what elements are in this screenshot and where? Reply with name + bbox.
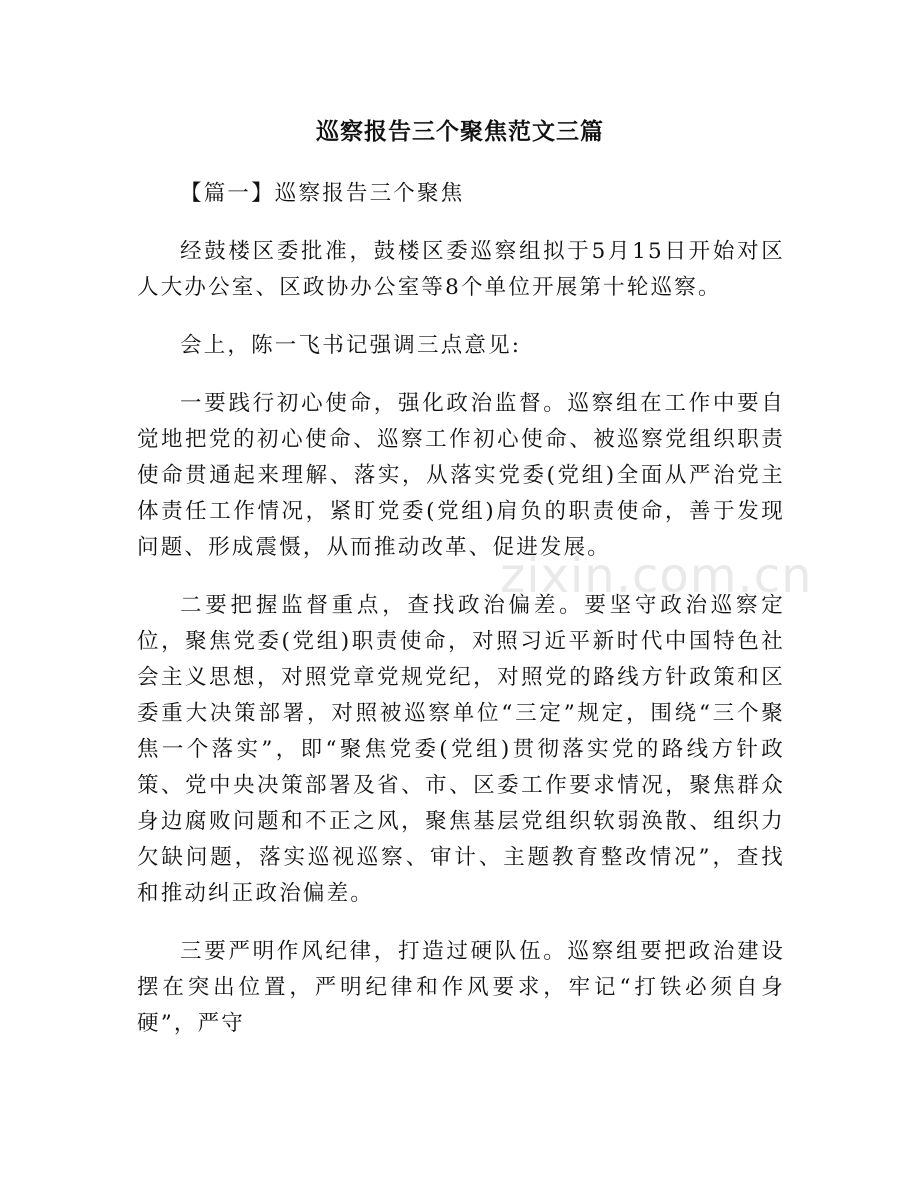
paragraph-intro: 经鼓楼区委批准，鼓楼区委巡察组拟于5月15日开始对区人大办公室、区政协办公室等8个单位开展第十轮巡察。 xyxy=(137,239,785,300)
document-body xyxy=(137,176,785,1064)
section-heading: 【篇一】巡察报告三个聚焦 xyxy=(180,181,465,206)
watermark: zixin.com.cn xyxy=(500,548,813,604)
paragraph-point-one: 一要践行初心使命，强化政治监督。巡察组在工作中要自觉地把党的初心使命、巡察工作初心使命、被巡察党组织职责使命贯通起来理解、落实，从落实党委(党组)全面从严治党主体责任工作情况，紧盯党委(党组)肩负的职责使命，善于发现问题、形成震慑，从而推动改革、促进发展。 xyxy=(137,391,785,560)
document-title: 巡察报告三个聚焦范文三篇 xyxy=(316,119,604,145)
paragraph-point-two: 二要把握监督重点，查找政治偏差。要坚守政治巡察定位，聚焦党委(党组)职责使命，对照习近平新时代中国特色社会主义思想，对照党章党规党纪，对照党的路线方针政策和区委重大决策部署，对照被巡察单位“三定”规定，围绕“三个聚焦一个落实”，即“聚焦党委(党组)贯彻落实党的路线方针政策、党中央决策部署及省、市、区委工作要求情况，聚焦群众身边腐败问题和不正之风，聚焦基层党组织软弱涣散、组织力欠缺问题，落实巡视巡察、审计、主题教育整改情况”，查找和推动纠正政治偏差。 xyxy=(137,593,785,906)
paragraph-meeting: 会上，陈一飞书记强调三点意见: xyxy=(180,333,522,358)
paragraph-point-three: 三要严明作风纪律，打造过硬队伍。巡察组要把政治建设摆在突出位置，严明纪律和作风要求，牢记“打铁必须自身硬”，严守 xyxy=(137,939,785,1036)
